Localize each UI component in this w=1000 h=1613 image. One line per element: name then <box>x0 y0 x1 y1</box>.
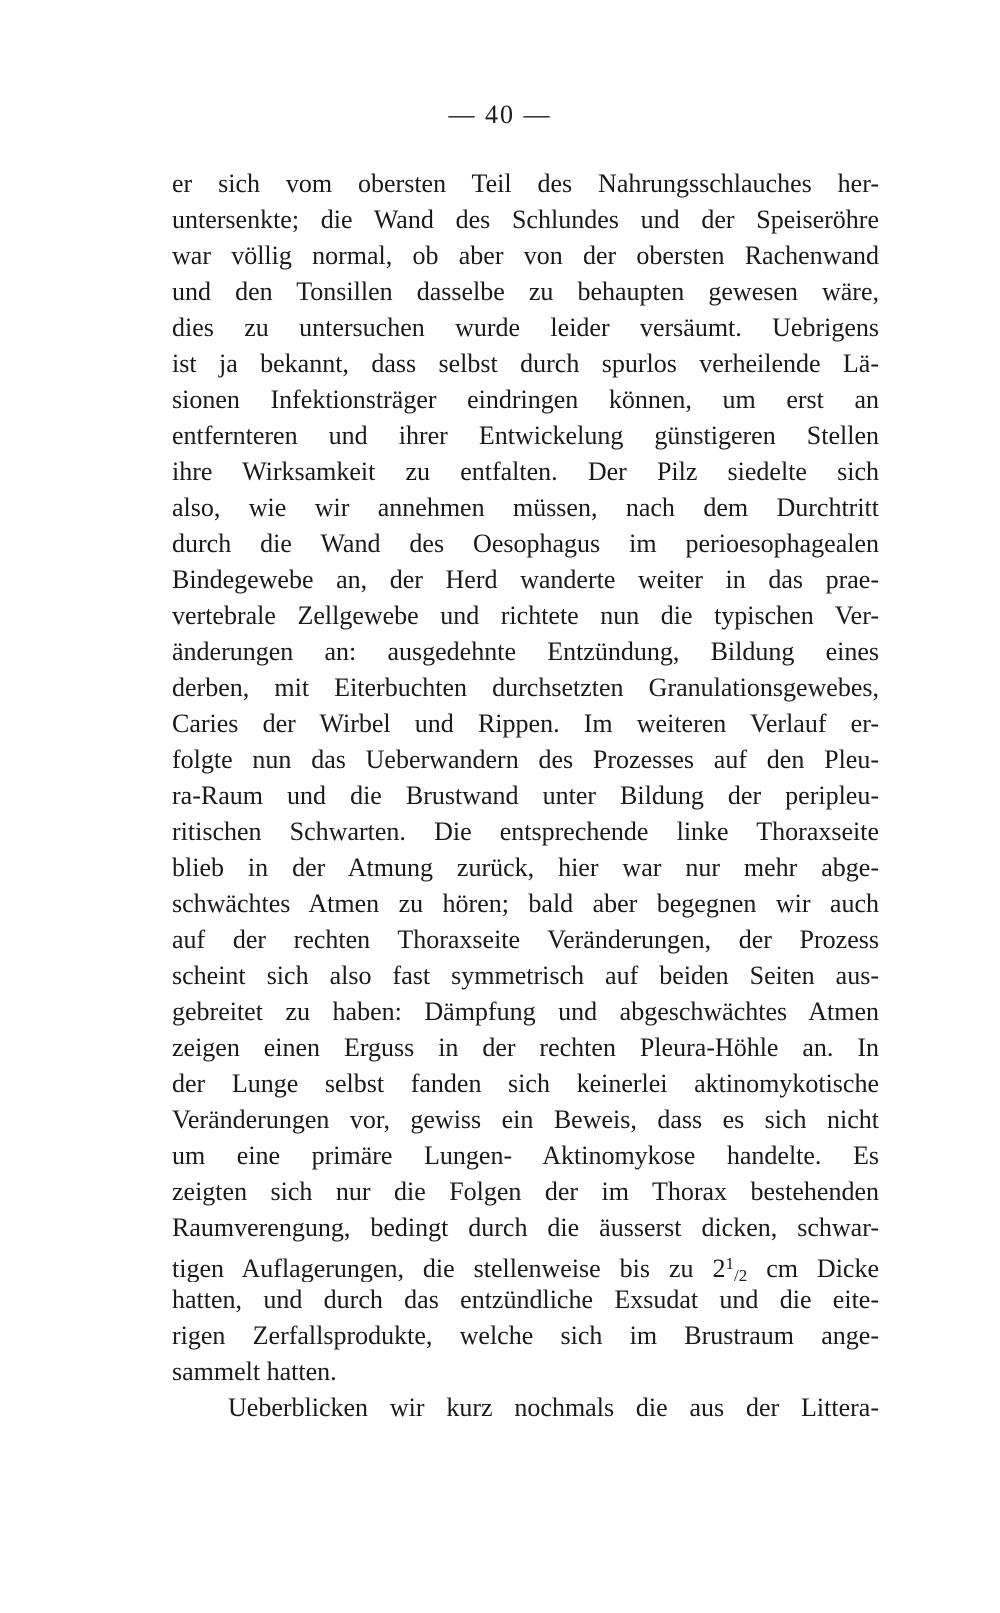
text-line: der Lunge selbst fanden sich keinerlei aktinomykotische <box>172 1069 879 1098</box>
text-line: Caries der Wirbel und Rippen. Im weiteren Verlauf er- <box>172 709 879 738</box>
text-line: und den Tonsillen dasselbe zu behaupten gewesen wäre, <box>172 277 879 306</box>
fraction-denominator: 2 <box>738 1266 748 1282</box>
text-line: gebreitet zu haben: Dämpfung und abgeschwächtes Atmen <box>172 997 879 1026</box>
page-number: — 40 — <box>448 100 552 129</box>
text-line: Veränderungen vor, gewiss ein Beweis, dass es sich nicht <box>172 1105 879 1134</box>
text-line: zeigten sich nur die Folgen der im Thorax bestehenden <box>172 1177 879 1206</box>
fraction-numerator: 1 <box>725 1254 734 1273</box>
text-line: zeigen einen Erguss in der rechten Pleura-Höhle an. In <box>172 1033 879 1062</box>
text-line: Bindegewebe an, der Herd wanderte weiter in das prae- <box>172 565 879 594</box>
text-line: sionen Infektionsträger eindringen können, um erst an <box>172 385 879 414</box>
text-line: um eine primäre Lungen- Aktinomykose handelte. Es <box>172 1141 879 1170</box>
fraction-separator: / <box>734 1266 739 1282</box>
text-segment: tigen Auflagerungen, die stellenweise bis zu 2 <box>172 1254 726 1282</box>
text-line: ist ja bekannt, dass selbst durch spurlos verheilende Lä- <box>172 349 879 378</box>
text-line: änderungen an: ausgedehnte Entzündung, Bildung eines <box>172 637 879 666</box>
text-line: blieb in der Atmung zurück, hier war nur mehr abge- <box>172 853 879 882</box>
text-line: ra-Raum und die Brustwand unter Bildung der peripleu- <box>172 781 879 810</box>
text-segment: cm Dicke <box>747 1254 879 1282</box>
text-line: sammelt hatten. <box>172 1357 337 1386</box>
paragraph <box>172 1390 879 1426</box>
text-line: auf der rechten Thoraxseite Veränderungen, der Prozess <box>172 925 879 954</box>
text-line: durch die Wand des Oesophagus im perioesophagealen <box>172 529 879 558</box>
body-text <box>172 166 879 1426</box>
text-line: er sich vom obersten Teil des Nahrungsschlauches her- <box>172 169 879 198</box>
text-line: derben, mit Eiterbuchten durchsetzten Granulationsgewebes, <box>172 673 879 702</box>
text-line: Raumverengung, bedingt durch die äusserst dicken, schwar- <box>172 1213 879 1242</box>
paragraph <box>172 166 879 1390</box>
text-line-with-fraction <box>172 1246 879 1282</box>
text-line: schwächtes Atmen zu hören; bald aber begegnen wir auch <box>172 889 879 918</box>
text-line: rigen Zerfallsprodukte, welche sich im Brustraum ange- <box>172 1321 879 1350</box>
text-line: scheint sich also fast symmetrisch auf beiden Seiten aus- <box>172 961 879 990</box>
text-line: entfernteren und ihrer Entwickelung günstigeren Stellen <box>172 421 879 450</box>
text-line: ihre Wirksamkeit zu entfalten. Der Pilz siedelte sich <box>172 457 879 486</box>
text-line: untersenkte; die Wand des Schlundes und der Speiseröhre <box>172 205 879 234</box>
text-line: also, wie wir annehmen müssen, nach dem Durchtritt <box>172 493 879 522</box>
text-line: ritischen Schwarten. Die entsprechende linke Thoraxseite <box>172 817 879 846</box>
text-line: war völlig normal, ob aber von der obersten Rachenwand <box>172 241 879 270</box>
text-line: dies zu untersuchen wurde leider versäumt. Uebrigens <box>172 313 879 342</box>
text-line: Ueberblicken wir kurz nochmals die aus der Littera- <box>228 1393 879 1422</box>
text-line: folgte nun das Ueberwandern des Prozesses auf den Pleu- <box>172 745 879 774</box>
text-line: hatten, und durch das entzündliche Exsudat und die eite- <box>172 1285 879 1314</box>
text-line: vertebrale Zellgewebe und richtete nun die typischen Ver- <box>172 601 879 630</box>
